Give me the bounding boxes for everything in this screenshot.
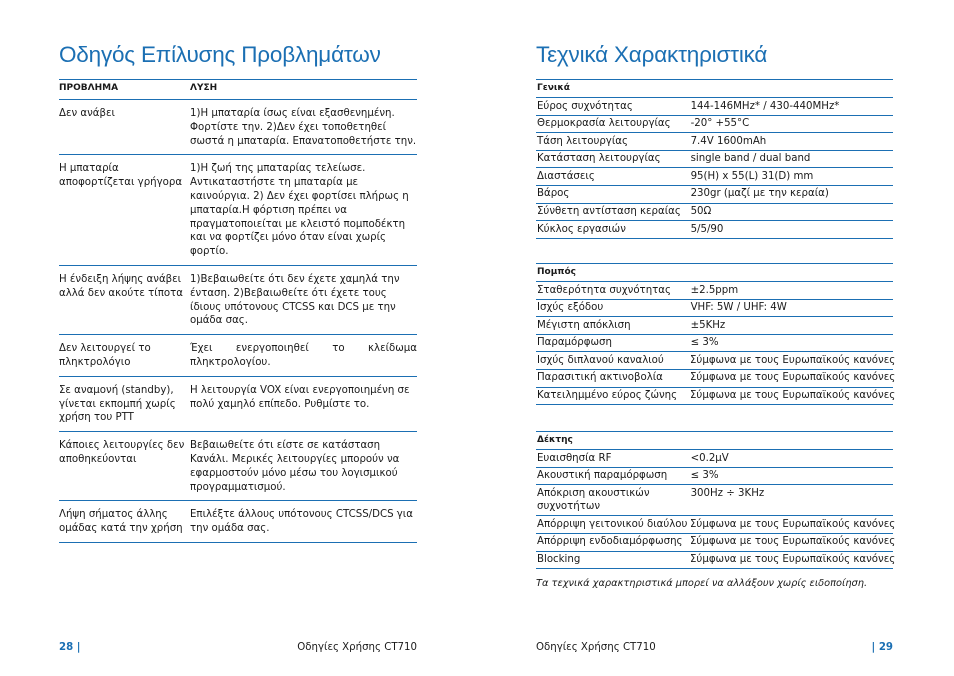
table-row — [59, 266, 417, 335]
problem-cell: Κάποιες λειτουργίες δεν αποθηκεύονται — [59, 440, 185, 465]
problem-cell: Δεν λειτουργεί το πληκτρολόγιο — [59, 343, 151, 368]
spec-row — [536, 335, 893, 353]
spec-value: single band / dual band — [690, 153, 811, 165]
spec-value: Σύμφωνα με τους Ευρωπαϊκούς κανόνες — [690, 354, 896, 366]
section-title: Γενικά — [536, 79, 893, 98]
left-footer-text: Οδηγίες Χρήσης CT710 — [297, 642, 417, 653]
spec-value: 95(H) x 55(L) 31(D) mm — [690, 170, 814, 182]
spec-row — [536, 204, 893, 222]
spec-value: 50Ω — [690, 206, 712, 218]
spec-key: Απόρριψη γειτονικού διαύλου — [537, 518, 688, 530]
right-page-number: | 29 — [871, 642, 893, 653]
spec-section-receiver — [536, 431, 896, 569]
spec-key: Blocking — [537, 554, 581, 566]
spec-key: Κατάσταση λειτουργίας — [537, 153, 661, 165]
spec-row — [536, 317, 893, 335]
troubleshooting-table — [59, 79, 417, 543]
solution-cell: Βεβαιωθείτε ότι είστε σε κατάσταση Κανάλι. Μερικές λειτουργίες μπορούν να εφαρμοστούν μόνο μέσω του λογισμικού προγραμματισμού. — [190, 440, 400, 493]
spec-row — [536, 468, 893, 486]
solution-cell: Έχει ενεργοποιηθεί το κλείδωμα πληκτρολογίου. — [190, 343, 417, 368]
spec-key: Τάση λειτουργίας — [537, 135, 628, 147]
spec-value: 230gr (μαζί με την κεραία) — [690, 188, 829, 200]
left-page — [59, 0, 417, 676]
section-title: Δέκτης — [536, 431, 893, 450]
solution-cell: 1)Η μπαταρία ίσως είναι εξασθενημένη. Φορτίστε την. 2)Δεν έχει τοποθετηθεί σωστά η μπαταρία. Επανατοποθετήστε την. — [190, 108, 417, 147]
problem-cell: Η ένδειξη λήψης ανάβει αλλά δεν ακούτε τίποτα — [59, 273, 183, 299]
spec-value: ±2.5ppm — [690, 284, 739, 296]
spec-key: Σύνθετη αντίσταση κεραίας — [537, 206, 681, 218]
spec-row — [536, 534, 896, 552]
spec-value: Σύμφωνα με τους Ευρωπαϊκούς κανόνες — [690, 390, 896, 402]
spec-row — [536, 516, 896, 534]
spec-row — [536, 388, 896, 406]
spec-value: 144-146MHz* / 430-440MHz* — [690, 100, 840, 112]
problem-cell: Σε αναμονή (standby), γίνεται εκπομπή χωρίς χρήση του PTT — [59, 384, 176, 424]
spec-value: Σύμφωνα με τους Ευρωπαϊκούς κανόνες — [690, 536, 896, 548]
spec-key: Θερμοκρασία λειτουργίας — [537, 118, 671, 130]
spec-key: Σταθερότητα συχνότητας — [537, 284, 671, 296]
spec-row — [536, 186, 893, 204]
spec-key: Κατειλημμένο εύρος ζώνης — [537, 390, 678, 402]
spec-key: Παραμόρφωση — [537, 337, 612, 349]
spec-row — [536, 300, 893, 318]
spec-key: Ευαισθησία RF — [537, 452, 612, 464]
spec-key: Ακουστική παραμόρφωση — [537, 470, 668, 482]
spec-row — [536, 352, 896, 370]
table-row — [59, 100, 417, 155]
spec-row — [536, 552, 896, 570]
solution-cell: 1)Βεβαιωθείτε ότι δεν έχετε χαμηλά την ένταση. 2)Βεβαιωθείτε ότι έχετε τους ίδιους υπότονους CTCSS και DCS με την ομάδα σας. — [190, 273, 400, 327]
specs-note: Τα τεχνικά χαρακτηριστικά μπορεί να αλλάξουν χωρίς ειδοποίηση. — [536, 578, 868, 589]
spec-key: Ισχύς εξόδου — [537, 302, 604, 314]
table-row — [59, 155, 417, 266]
problem-cell: Λήψη σήματος άλλης ομάδας κατά την χρήση — [59, 509, 183, 535]
spec-key: Διαστάσεις — [537, 170, 595, 182]
spec-value: Σύμφωνα με τους Ευρωπαϊκούς κανόνες — [690, 554, 896, 566]
spec-row — [536, 282, 893, 300]
spec-value: Σύμφωνα με τους Ευρωπαϊκούς κανόνες — [690, 518, 896, 530]
right-footer-text: Οδηγίες Χρήσης CT710 — [536, 642, 656, 653]
spec-value: 5/5/90 — [690, 223, 724, 235]
spec-row — [536, 168, 893, 186]
spec-row — [536, 221, 893, 239]
spec-row — [536, 151, 893, 169]
table-row — [59, 377, 417, 432]
spec-value: Σύμφωνα με τους Ευρωπαϊκούς κανόνες — [690, 372, 896, 384]
left-page-number: 28 | — [59, 642, 81, 653]
troubleshooting-title: Οδηγός Επίλυσης Προβλημάτων — [59, 42, 381, 67]
problem-cell: Δεν ανάβει — [59, 108, 115, 119]
solution-cell: Επιλέξτε άλλους υπότονους CTCSS/DCS για την ομάδα σας. — [190, 509, 413, 535]
section-title: Πομπός — [536, 263, 893, 282]
spec-section-general — [536, 79, 893, 239]
spec-value: VHF: 5W / UHF: 4W — [690, 302, 787, 314]
spec-section-transmitter — [536, 263, 896, 405]
spec-value: ≤ 3% — [690, 470, 719, 482]
troubleshooting-header — [59, 79, 417, 100]
spec-row — [536, 450, 893, 468]
right-page — [536, 0, 896, 676]
spec-key: Εύρος συχνότητας — [537, 100, 633, 112]
problem-cell: Η μπαταρία αποφορτίζεται γρήγορα — [59, 163, 183, 189]
spec-row — [536, 98, 893, 116]
spec-key: Απόκριση ακουστικών συχνοτήτων — [537, 487, 650, 513]
header-solution: ΛΥΣΗ — [190, 83, 218, 93]
spec-row — [536, 133, 893, 151]
table-row — [59, 432, 417, 501]
spec-key: Ισχύς διπλανού καναλιού — [537, 354, 664, 366]
header-problem: ΠΡΟΒΛΗΜΑ — [59, 83, 119, 93]
spec-value: ±5KHz — [690, 319, 726, 331]
solution-cell: Η λειτουργία VOX είναι ενεργοποιημένη σε πολύ χαμηλό επίπεδο. Ρυθμίστε το. — [190, 384, 410, 410]
spec-key: Κύκλος εργασιών — [537, 223, 626, 235]
spec-key: Μέγιστη απόκλιση — [537, 319, 631, 331]
spec-value: -20° +55°C — [690, 118, 750, 130]
specs-title: Τεχνικά Χαρακτηριστικά — [536, 42, 768, 67]
spec-value: 300Hz ÷ 3KHz — [690, 487, 765, 499]
table-row — [59, 335, 417, 377]
spec-key: Απόρριψη ενδοδιαμόρφωσης — [537, 536, 683, 548]
spec-value: <0.2μV — [690, 452, 729, 464]
spec-row — [536, 370, 896, 388]
table-row — [59, 501, 417, 543]
spec-value: ≤ 3% — [690, 337, 719, 349]
solution-cell: 1)Η ζωή της μπαταρίας τελείωσε. Αντικαταστήστε τη μπαταρία με καινούργια. 2) Δεν έχει φορτίσει πλήρως η μπαταρία.Η φόρτιση πρέπει να πραγματοποιείται με κλειστό πομποδέκτη και να φορτίζει μόνο όταν είναι χωρίς φορτίο. — [190, 163, 409, 258]
spec-value: 7.4V 1600mAh — [690, 135, 767, 147]
spec-row — [536, 485, 893, 516]
spec-row — [536, 116, 893, 134]
spec-key: Βάρος — [537, 188, 570, 200]
spec-key: Παρασιτική ακτινοβολία — [537, 372, 663, 384]
